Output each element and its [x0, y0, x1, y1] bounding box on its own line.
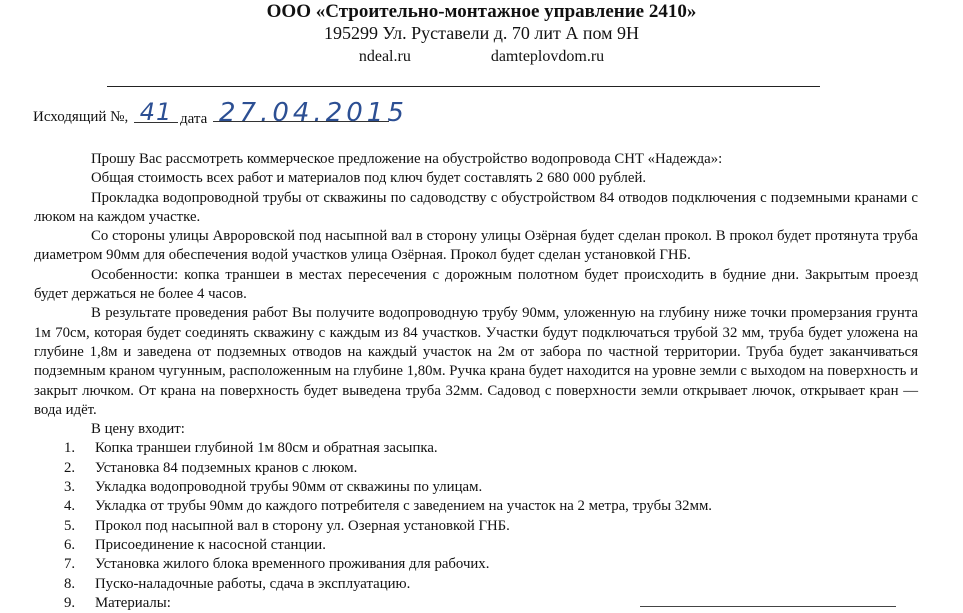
list-item: 2. Установка 84 подземных кранов с люком. — [64, 459, 358, 476]
paragraph-result: В результате проведения работ Вы получите водопроводную трубу 90мм, уложенную на глубину ниже точки промерзания грунта 1м 70см, которая будет соединять скважину с каждым из 84 участков. Участки будут подключаться трубой 32 мм, труба будет уложена на глубине 1,8м и заведена от подземных отводов на каждый участок на 2м от забора по частной территории. Труба будет заканчиваться подземным краном чугунным, расположенным на глубине 1,80м. Ручка крана будет находится на уровне земли с выходом на поверхность и закрыт лючком. От крана на поверхность будет выведена труба 32мм. Садовод с поверхности земли открывает лючок, открывает кран — вода идёт. — [34, 305, 918, 418]
website-ndeal: ndeal.ru — [358, 48, 411, 65]
company-name: ООО «Строительно-монтажное управление 2410» — [266, 1, 697, 22]
list-item: 3. Укладка водопроводной трубы 90мм от скважины по улицам. — [64, 479, 483, 496]
paragraph-pipe-laying: Прокладка водопроводной трубы от скважины по садоводству с обустройством 84 отводов подключения с подземными кранами с люком на каждом участке. — [34, 189, 918, 225]
letter-body — [34, 150, 918, 613]
outgoing-date-handwritten: 27.04.2015 — [213, 98, 389, 122]
list-item: 9. Материалы: — [64, 594, 171, 611]
included-works-list — [34, 439, 918, 613]
price-includes-heading: В цену входит: — [91, 421, 185, 438]
list-item: 8. Пуско-наладочные работы, сдача в эксплуатацию. — [64, 575, 411, 592]
paragraph-features: Особенности: копка траншеи в местах пересечения с дорожным полотном будет происходить в будние дни. Закрытым проезд будет держаться не более 4 часов. — [34, 266, 918, 303]
list-item: 6. Присоединение к насосной станции. — [64, 536, 326, 553]
date-label: дата — [180, 111, 208, 127]
list-item: 1. Копка траншеи глубиной 1м 80см и обратная засыпка. — [64, 440, 438, 457]
company-websites — [0, 46, 963, 68]
company-address: 195299 Ул. Руставели д. 70 лит А пом 9Н — [323, 23, 640, 43]
header-divider — [107, 86, 820, 87]
list-item: 4. Укладка от трубы 90мм до каждого потребителя с заведением на участок на 2 метра, трубы 32мм. — [64, 498, 713, 515]
website-damteplovdom: damteplovdom.ru — [490, 48, 605, 65]
paragraph-total-cost: Общая стоимость всех работ и материалов под ключ будет составлять 2 680 000 рублей. — [91, 170, 647, 187]
list-item: 5. Прокол под насыпной вал в сторону ул. Озерная установкой ГНБ. — [64, 517, 510, 534]
list-item: 7. Установка жилого блока временного проживания для рабочих. — [64, 556, 490, 573]
outgoing-number-handwritten: 41 — [134, 98, 178, 123]
bottom-divider — [640, 606, 896, 607]
paragraph-puncture: Со стороны улицы Авроровской под насыпной вал в сторону улицы Озёрная будет сделан прокол. В прокол будет протянута труба диаметром 90мм для обеспечения водой участков улица Озёрная. Прокол будет сделан установкой ГНБ. — [34, 228, 918, 264]
paragraph-request: Прошу Вас рассмотреть коммерческое предложение на обустройство водопровода СНТ «Надежда»: — [91, 151, 723, 167]
outgoing-label: Исходящий №, — [33, 109, 129, 125]
